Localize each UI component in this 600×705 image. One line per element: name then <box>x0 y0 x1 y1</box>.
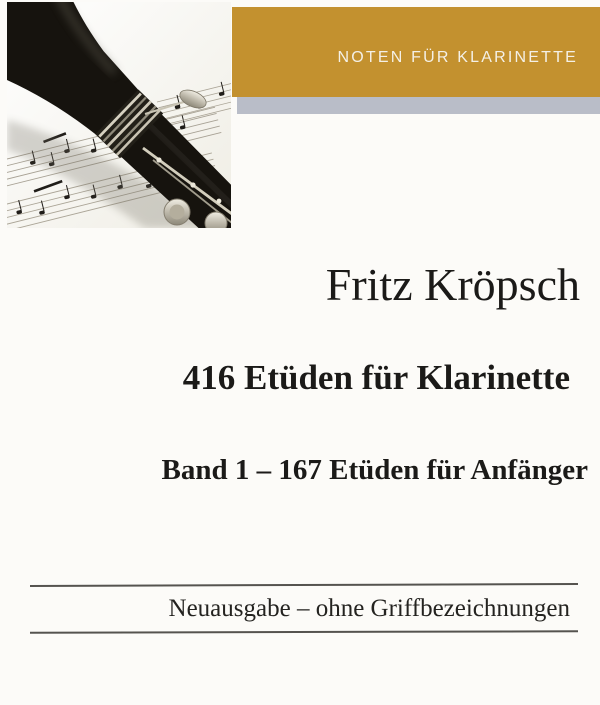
clarinet-photo-art <box>7 2 231 228</box>
edition-note: Neuausgabe – ohne Griffbezeichnungen <box>168 595 570 622</box>
composer-name: Fritz Kröpsch <box>325 259 580 310</box>
work-title: 416 Etüden für Klarinette <box>182 358 570 397</box>
footer-rule-top <box>30 583 578 587</box>
series-banner <box>232 7 600 97</box>
footer-rule-bottom <box>30 630 578 633</box>
volume-subtitle: Band 1 – 167 Etüden für Anfänger <box>161 454 588 486</box>
clarinet-photo <box>7 2 231 228</box>
banner-gray-bar <box>237 97 600 114</box>
series-banner-label: NOTEN FÜR KLARINETTE <box>337 49 578 66</box>
